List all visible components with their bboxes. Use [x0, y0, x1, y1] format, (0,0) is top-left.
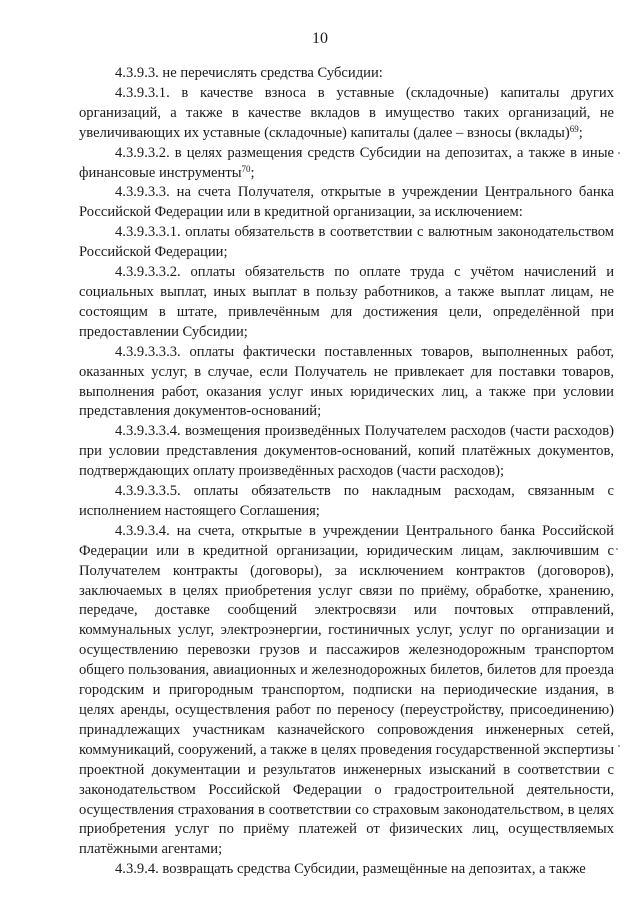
paragraph-4-3-9-3-3-1: 4.3.9.3.3.1. оплаты обязательств в соответствии с валютным законодательством Российской Федерации;	[79, 224, 614, 261]
footnote-ref-70[interactable]: 70	[241, 163, 251, 174]
paragraph-4-3-9-3-3-5: 4.3.9.3.3.5. оплаты обязательств по накладным расходам, связанным с исполнением настоящего Соглашения;	[79, 483, 614, 519]
paragraph-4-3-9-3-3: 4.3.9.3.3. на счета Получателя, открытые в учреждении Центрального банка Российской Федерации или в кредитной организации, за исключением:	[79, 184, 614, 221]
scan-speck	[616, 548, 618, 550]
paragraph-4-3-9-3: 4.3.9.3. не перечислять средства Субсидии:	[115, 65, 383, 81]
paragraph-4-3-9-3-3-3: 4.3.9.3.3.3. оплаты фактически поставленных товаров, выполненных работ, оказанных услуг, в случае, если Получатель не привлекает для поставки товаров, выполнения работ, оказания услуг иных юридических лиц, а также при условии представления документов-оснований;	[79, 343, 614, 420]
paragraph-4-3-9-3-3-4: 4.3.9.3.3.4. возмещения произведённых Получателем расходов (части расходов) при условии представления документов-оснований, копий платёжных документов, подтверждающих оплату произведённых расходов (части расходов);	[79, 423, 614, 480]
document-body	[79, 64, 614, 880]
paragraph-4-3-9-3-4: 4.3.9.3.4. на счета, открытые в учреждении Центрального банка Российской Федерации или в кредитной организации, юридическим лицам, заключившим с Получателем контракты (договоры), за исключением контрактов (договоров), заключаемых в целях приобретения услуг связи по приёму, обработке, хранению, передаче, доставке сообщений электросвязи или почтовых отправлений, коммунальных услуг, электроэнергии, гостиничных услуг, услуг по организации и осуществлению перевозки грузов и пассажиров железнодорожным транспортом общего пользования, авиационных и железнодорожных билетов, билетов для проезда городским и пригородным транспортом, подписки на периодические издания, в целях аренды, осуществления работ по переносу (переустройству, присоединению) принадлежащих участникам казначейского сопровождения инженерных сетей, коммуникаций, сооружений, а также в целях проведения государственной экспертизы проектной документации и результатов инженерных изысканий в соответствии с законодательством Российской Федерации о градостроительной деятельности, осуществления страхования в соответствии со страховым законодательством, в целях приобретения услуг по приёму платежей от физических лиц, осуществляемых платёжными агентами;	[79, 522, 614, 858]
paragraph-4-3-9-3-1: 4.3.9.3.1. в качестве взноса в уставные (складочные) капиталы других организаций, а также в качестве вкладов в имущество таких организаций, не увеличивающих их уставные (складочные) капиталы (далее – взносы (вклады)$^{69}$;	[79, 84, 614, 141]
scan-speck	[618, 745, 620, 747]
paragraph-4-3-9-3-2: 4.3.9.3.2. в целях размещения средств Субсидии на депозитах, а также в иные финансовые инструменты$^{70}$;	[79, 144, 614, 181]
paragraph-4-3-9-3-3-2: 4.3.9.3.3.2. оплаты обязательств по оплате труда с учётом начислений и социальных выплат, иных выплат в пользу работников, а также выплат лицам, не состоящим в штате, привлечённым для достижения цели, определённой при предоставлении Субсидии;	[79, 264, 614, 340]
page-number: 10	[312, 30, 328, 47]
paragraph-4-3-9-4: 4.3.9.4. возвращать средства Субсидии, размещённые на депозитах, а также	[115, 861, 586, 878]
scan-speck	[618, 152, 620, 154]
footnote-ref-69[interactable]: 69	[569, 123, 579, 134]
